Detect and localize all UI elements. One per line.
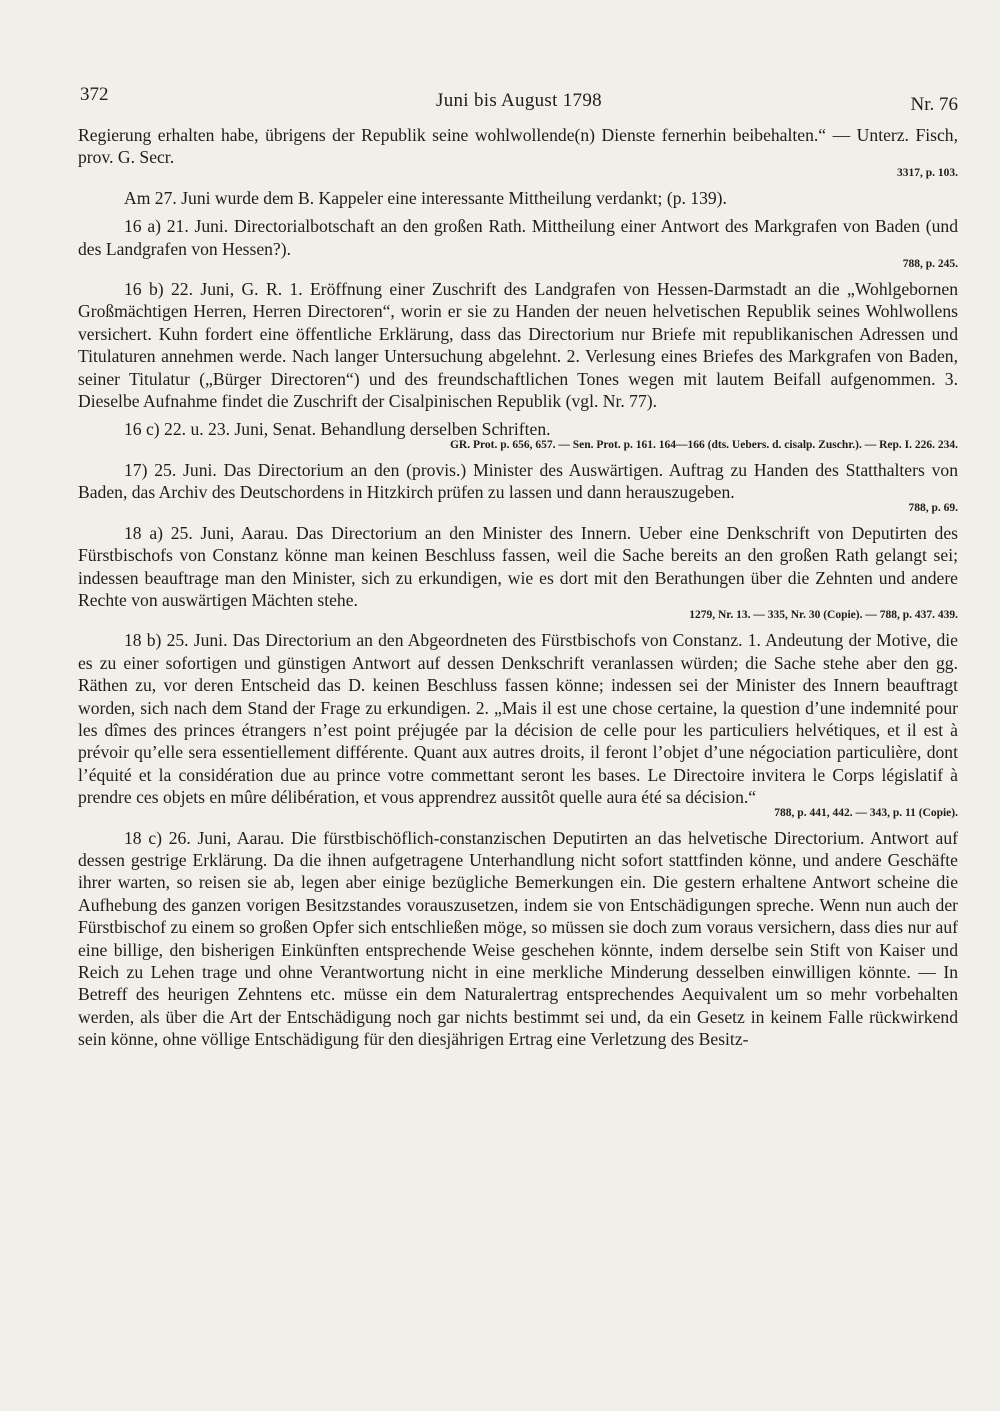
paragraph-continuation: Regierung erhalten habe, übrigens der Republik seine wohlwollende(n) Dienste fernerhin beibehalten.“ — Unterz. Fisch, prov. G. Secr. [78, 125, 958, 168]
page-title: Juni bis August 1798 [436, 90, 602, 111]
source-reference: 788, p. 69. [908, 501, 958, 514]
entry-17: 17) 25. Juni. Das Directorium an den (provis.) Minister des Auswärtigen. Auftrag zu Handen des Statthalters von Baden, das Archiv des Deutschordens in Hitzkirch prüfen zu lassen und dann herauszugeben. [78, 459, 958, 503]
source-reference: 3317, p. 103. [896, 166, 958, 179]
entry-16b: 16 b) 22. Juni, G. R. 1. Eröffnung einer Zuschrift des Landgrafen von Hessen-Darmstadt an die „Wohlgebornen Großmächtigen Herren, Herren Directoren“, worin er sie zu Handen der neuen helvetischen Republik seines Wohlwollens versichert. Kuhn fordert eine öffentliche Erklärung, dass das Directorium nur Briefe mit republikanischen Adressen und Titulaturen annehmen werde. Nach langer Untersuchung abgelehnt. 2. Verlesung eines Briefes des Markgrafen von Baden, seiner Titulatur („Bürger Directoren“) und des freundschaftlichen Tones wegen mit lautem Beifall aufgenommen. 3. Dieselbe Aufnahme findet die Zuschrift der Cisalpinischen Republik (vgl. Nr. 77). [78, 279, 958, 412]
source-reference: 788, p. 245. [902, 258, 958, 271]
entry-18c: 18 c) 26. Juni, Aarau. Die fürstbischöflich-constanzischen Deputirten an das helvetische Directorium. Antwort auf dessen gestrige Erklärung. Da die ihnen aufgetragene Unterhandlung nicht sofort stattfinden könne, und andere Geschäfte ihrer warten, so reisen sie ab, legen aber einige bezügliche Bemerkungen ein. Die gestern erhaltene Antwort scheine die Aufhebung des ganzen vorigen Besitzstandes vorauszusetzen, indem sie von Entschädigungen spreche. Wenn nun auch der Fürstbischof zu einem so großen Opfer sich entschließen möge, so müssen sie doch zum voraus versichern, dass dies nur auf eine billige, den bisherigen Einkünften entsprechende Weise geschehen könnte, indem derselbe sein Stift von Kaiser und Reich zu Lehen trage und ohne Verantwortung nicht in eine merkliche Minderung desselben einwilligen könnte. — In Betreff des heurigen Zehntens etc. müsse ein dem Naturalertrag entsprechendes Aequivalent um so mehr vorbehalten werden, als über die Art der Entschädigung noch gar nichts bestimmt sei und, da ein Gesetz in keinem Falle rückwirkend sein könne, ohne völlige Entschädigung für den diesjährigen Ertrag eine Verletzung des Besitz- [78, 827, 958, 1050]
entry-18b: 18 b) 25. Juni. Das Directorium an den Abgeordneten des Fürstbischofs von Constanz. 1. Andeutung der Motive, die es zu einer sofortigen und günstigen Antwort auf dessen Denkschrift veranlassen würden; die Sache stehe aber den gg. Räthen zu, vor deren Entscheid das D. keinen Beschluss fassen könne; indessen sei der Minister des Innern beauftragt worden, sich nach dem Stand der Frage zu erkundigen. 2. „Mais il est une chose certaine, la question d’une indemnité pour les dîmes des princes étrangers n’est point préjugée par la décision de celle pour les particuliers helvétiques, et il est à prévoir qu’elle sera essentiellement différente. Quant aux autres droits, il feront l’objet d’une négociation particulière, dont l’équité et la considération due au prince votre commettant seront les bases. Le Directoire invitera le Corps législatif à prendre ces objets en mûre délibération, et vous apprendrez aussitôt quelle aura été sa décision.“ [78, 630, 958, 808]
entry-16c: 16 c) 22. u. 23. Juni, Senat. Behandlung derselben Schriften. [124, 419, 551, 440]
running-head [80, 84, 958, 114]
source-reference: GR. Prot. p. 656, 657. — Sen. Prot. p. 161. 164—166 (dts. Uebers. d. cisalp. Zuschr.). — Rep. I. 226. 234. [449, 438, 958, 451]
entry-16a: 16 a) 21. Juni. Directorialbotschaft an den großen Rath. Mittheilung einer Antwort des Markgrafen von Baden (und des Landgrafen von Hessen?). [78, 216, 958, 259]
document-number: Nr. 76 [910, 94, 958, 115]
entry-18a: 18 a) 25. Juni, Aarau. Das Directorium an den Minister des Innern. Ueber eine Denkschrift von Deputirten des Fürstbischofs von Constanz könne man keinen Beschluss fassen, weil die Sache bereits an den großen Rath gelangt sei; indessen beauftrage man den Minister, sich zu erkundigen, wie es dort mit den Berathungen über die Zehnten und andere Rechte von auswärtigen Mächten stehe. [78, 522, 958, 610]
document-body [78, 124, 958, 1051]
page-number: 372 [80, 84, 109, 105]
source-reference: 788, p. 441, 442. — 343, p. 11 (Copie). [774, 806, 958, 819]
source-reference: 1279, Nr. 13. — 335, Nr. 30 (Copie). — 788, p. 437. 439. [689, 609, 958, 622]
entry-paragraph: Am 27. Juni wurde dem B. Kappeler eine interessante Mittheilung verdankt; (p. 139). [124, 187, 727, 208]
